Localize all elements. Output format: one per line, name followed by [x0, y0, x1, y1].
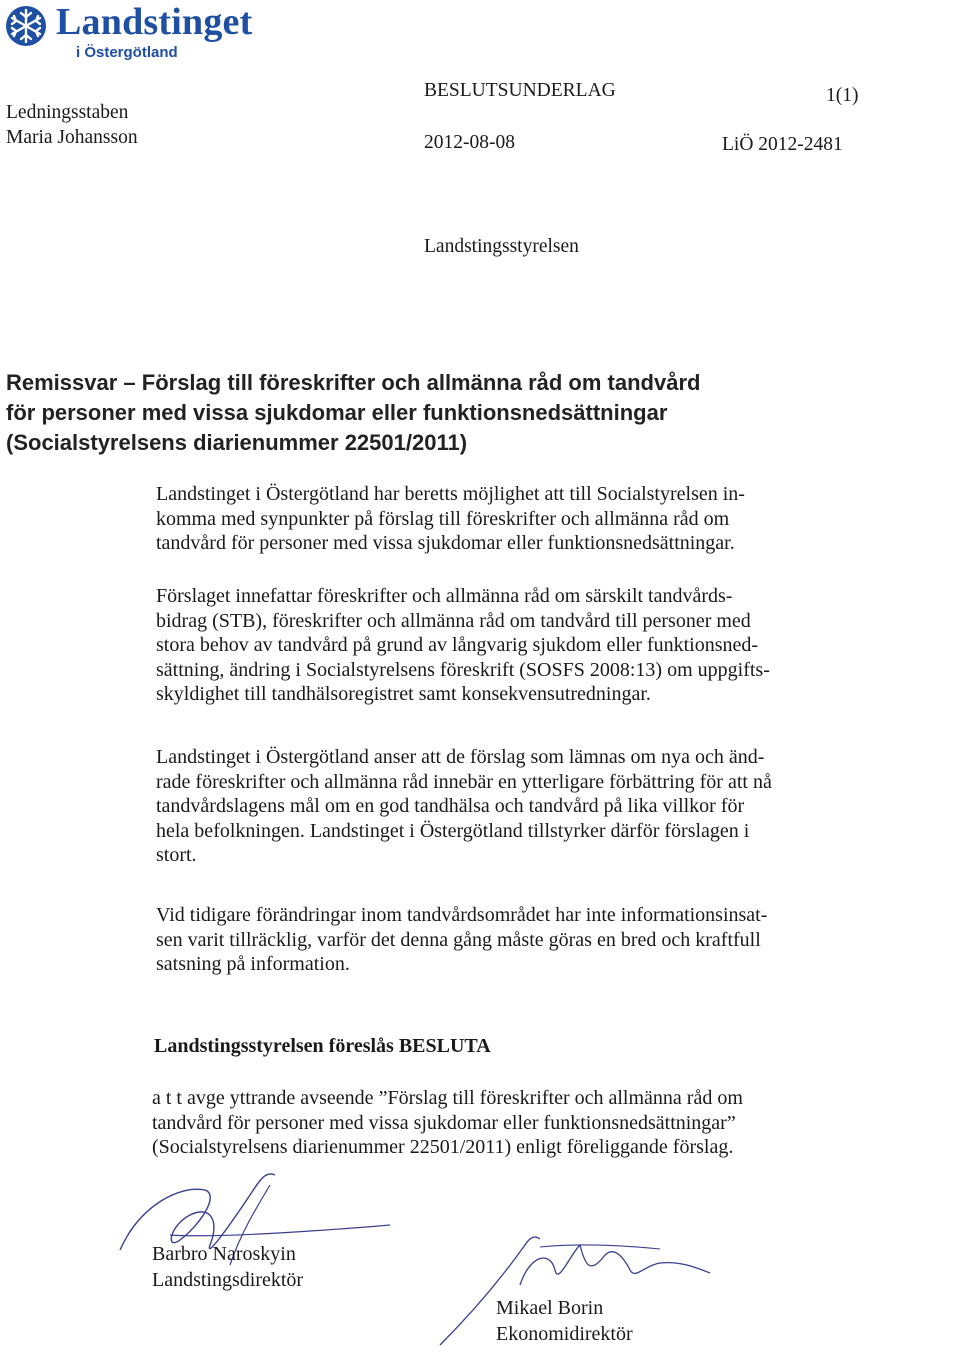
logo-name: Landstinget: [56, 1, 253, 43]
paragraph-line: Landstinget i Östergötland anser att de förslag som lämnas om nya och änd-: [156, 746, 765, 768]
paragraph-3: [156, 745, 876, 868]
document-type: BESLUTSUNDERLAG: [424, 80, 616, 101]
paragraph-line: rade föreskrifter och allmänna råd innebär en ytterligare förbättring för att nå: [156, 770, 772, 793]
paragraph-2: [156, 584, 876, 707]
paragraph-line: hela befolkningen. Landstinget i Östergötland tillstyrker därför förslagen i: [156, 819, 750, 842]
paragraph-line: bidrag (STB), föreskrifter och allmänna råd om tandvård till personer med: [156, 609, 751, 632]
title-line: Remissvar – Förslag till föreskrifter och allmänna råd om tandvård: [6, 370, 701, 395]
paragraph-line: komma med synpunkter på förslag till föreskrifter och allmänna råd om: [156, 507, 730, 530]
paragraph-line: Förslaget innefattar föreskrifter och allmänna råd om särskilt tandvårds-: [156, 585, 733, 607]
recipient: Landstingsstyrelsen: [424, 236, 579, 257]
decision-text: [152, 1086, 872, 1160]
signatory-1-name: Barbro Naroskyin: [152, 1243, 296, 1265]
document-title: [6, 368, 906, 458]
author: Maria Johansson: [6, 127, 138, 148]
page-number: 1(1): [826, 85, 859, 106]
paragraph-line: sen varit tillräcklig, varför det denna gång måste göras en bred och kraftfull: [156, 928, 761, 951]
department: Ledningsstaben: [6, 102, 129, 123]
paragraph-line: Vid tidigare förändringar inom tandvårdsområdet har inte informationsinsat-: [156, 904, 768, 926]
signatory-2-title: Ekonomidirektör: [496, 1323, 633, 1345]
logo-subname: i Östergötland: [76, 44, 178, 61]
paragraph-line: tandvårdslagens mål om en god tandhälsa och tandvård på lika villkor för: [156, 795, 745, 817]
title-line: för personer med vissa sjukdomar eller funktionsnedsättningar: [6, 400, 668, 425]
title-line: (Socialstyrelsens diarienummer 22501/2011): [6, 430, 468, 455]
paragraph-line: stora behov av tandvård på grund av långvarig sjukdom eller funktionsned-: [156, 634, 759, 656]
snowflake-logo-icon: [4, 4, 48, 48]
paragraph-line: stort.: [156, 844, 197, 866]
signatory-2-name: Mikael Borin: [496, 1297, 604, 1319]
reference-number: LiÖ 2012-2481: [722, 134, 843, 155]
paragraph-line: sättning, ändring i Socialstyrelsens föreskrift (SOSFS 2008:13) om uppgifts-: [156, 658, 770, 681]
document-date: 2012-08-08: [424, 132, 515, 153]
paragraph-1: [156, 482, 876, 556]
decision-line: (Socialstyrelsens diarienummer 22501/2011) enligt föreliggande förslag.: [152, 1136, 734, 1158]
paragraph-line: satsning på information.: [156, 953, 350, 975]
paragraph-line: skyldighet till tandhälsoregistret samt konsekvensutredningar.: [156, 683, 651, 705]
decision-heading: Landstingsstyrelsen föreslås BESLUTA: [154, 1035, 491, 1057]
paragraph-4: [156, 903, 876, 977]
decision-line: tandvård för personer med vissa sjukdomar eller funktionsnedsättningar”: [152, 1111, 736, 1134]
paragraph-line: tandvård för personer med vissa sjukdomar eller funktionsnedsättningar.: [156, 532, 735, 554]
paragraph-line: Landstinget i Östergötland har beretts möjlighet att till Socialstyrelsen in-: [156, 483, 745, 505]
signatory-1-title: Landstingsdirektör: [152, 1269, 304, 1291]
decision-line: a t t avge yttrande avseende ”Förslag till föreskrifter och allmänna råd om: [152, 1087, 743, 1109]
